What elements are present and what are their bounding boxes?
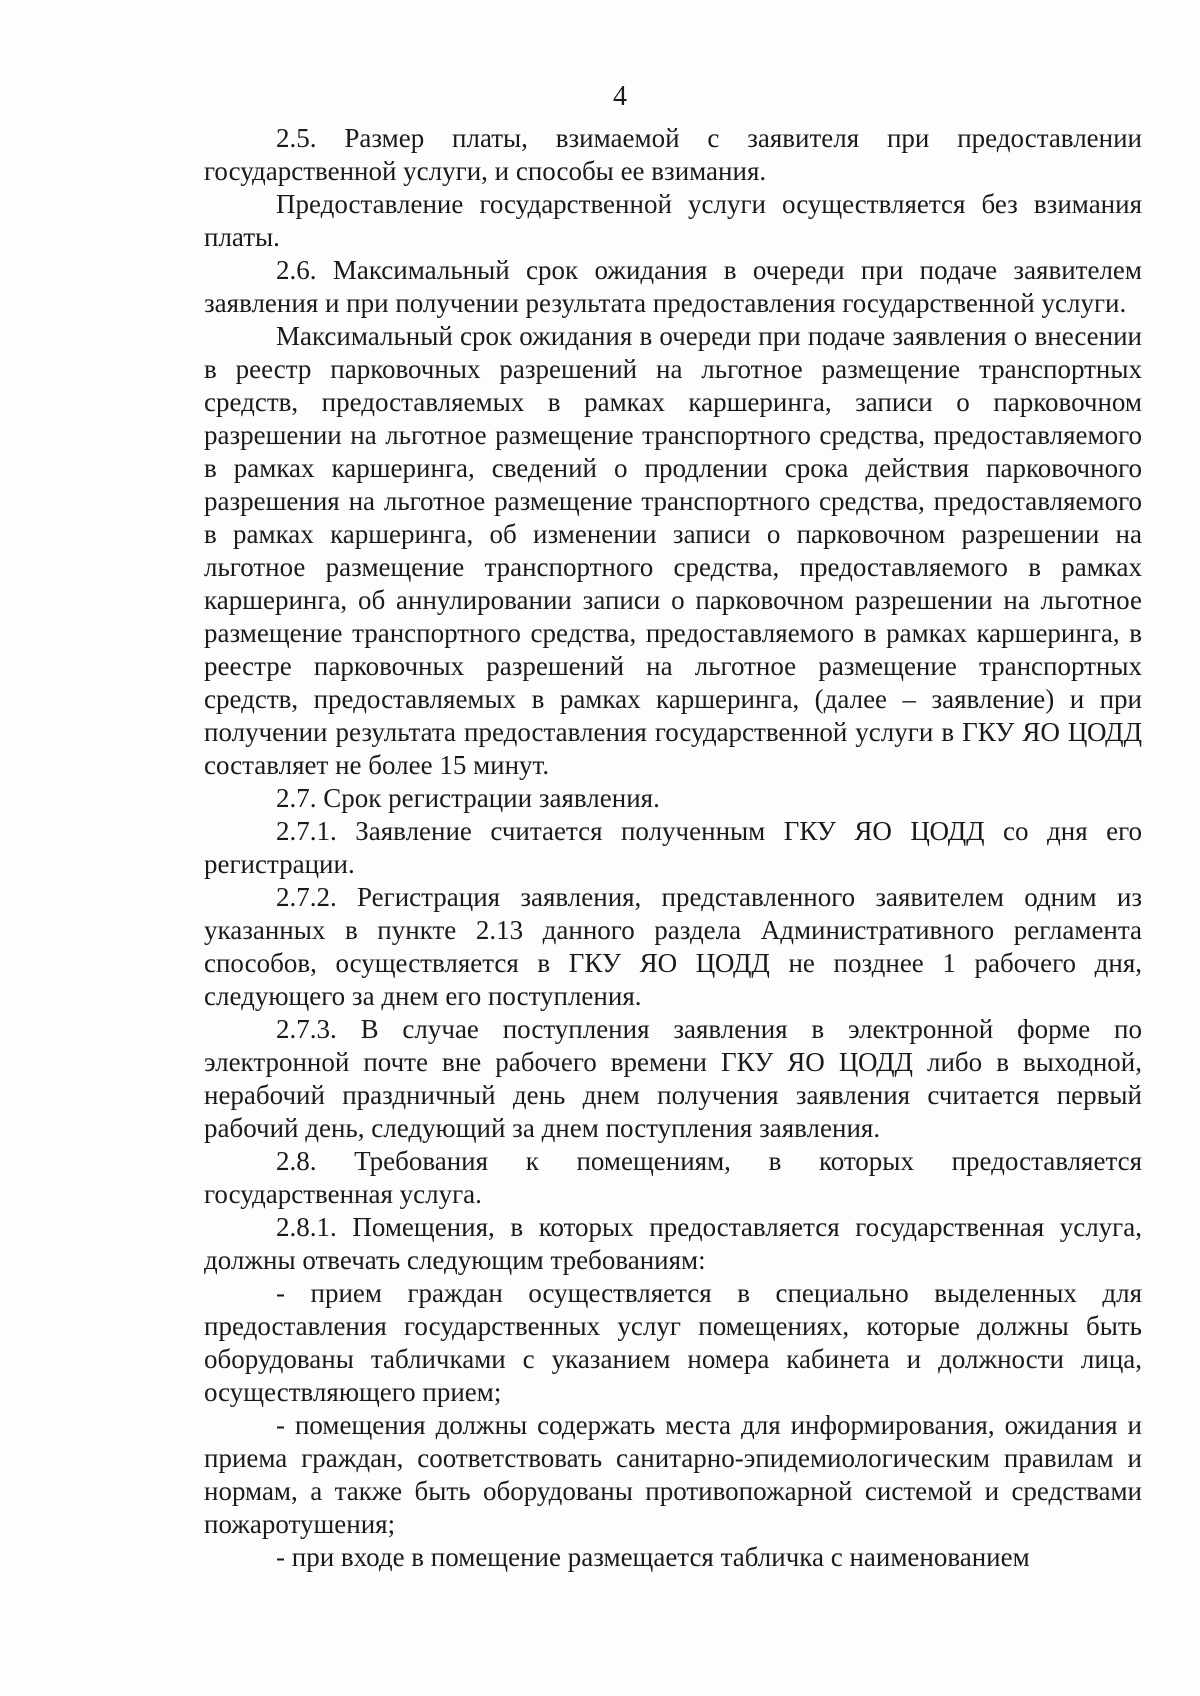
paragraph-2-8: 2.8. Требования к помещениям, в которых предоставляется государственная услуга.	[204, 1146, 1142, 1209]
paragraph-2-7-2: 2.7.2. Регистрация заявления, представленного заявителем одним из указанных в пункте 2.13 данного раздела Административного регламента способов, осуществляется в ГКУ ЯО ЦОДД не позднее 1 рабочего дня, следующего за днем его поступления.	[204, 882, 1142, 1011]
paragraph-2-7-1: 2.7.1. Заявление считается полученным ГКУ ЯО ЦОДД со дня его регистрации.	[204, 816, 1142, 879]
paragraph-2-7-3: 2.7.3. В случае поступления заявления в электронной форме по электронной почте вне рабочего времени ГКУ ЯО ЦОДД либо в выходной, нерабочий праздничный день днем получения заявления считается первый рабочий день, следующий за днем поступления заявления.	[204, 1014, 1142, 1143]
list-item-premises: - помещения должны содержать места для информирования, ожидания и приема граждан, соответствовать санитарно-эпидемиологическим правилам и нормам, а также быть оборудованы противопожарной системой и средствами пожаротушения;	[204, 1410, 1142, 1539]
paragraph-waiting-time: Максимальный срок ожидания в очереди при подаче заявления о внесении в реестр парковочных разрешений на льготное размещение транспортных средств, предоставляемых в рамках каршеринга, записи о парковочном разрешении на льготное размещение транспортного средства, предоставляемого в рамках каршеринга, сведений о продлении срока действия парковочного разрешения на льготное размещение транспортного средства, предоставляемого в рамках каршеринга, об изменении записи о парковочном разрешении на льготное размещение транспортного средства, предоставляемого в рамках каршеринга, об аннулировании записи о парковочном разрешении на льготное размещение транспортного средства, предоставляемого в рамках каршеринга, в реестре парковочных разрешений на льготное размещение транспортных средств, предоставляемых в рамках каршеринга, (далее – заявление) и при получении результата предоставления государственной услуги в ГКУ ЯО ЦОДД составляет не более 15 минут.	[204, 321, 1142, 780]
paragraph-2-8-1: 2.8.1. Помещения, в которых предоставляется государственная услуга, должны отвечать следующим требованиям:	[204, 1212, 1142, 1275]
paragraph-fee: Предоставление государственной услуги осуществляется без взимания платы.	[204, 189, 1142, 252]
paragraph-2-6: 2.6. Максимальный срок ожидания в очереди при подаче заявителем заявления и при получении результата предоставления государственной услуги.	[204, 255, 1142, 318]
paragraph-2-7: 2.7. Срок регистрации заявления.	[276, 783, 660, 813]
paragraph-2-5: 2.5. Размер платы, взимаемой с заявителя при предоставлении государственной услуги, и способы ее взимания.	[204, 123, 1142, 186]
list-item-entrance-sign: - при входе в помещение размещается табличка с наименованием	[276, 1542, 1030, 1572]
document-body	[204, 122, 1142, 1574]
page-number: 4	[613, 81, 627, 112]
list-item-reception: - прием граждан осуществляется в специально выделенных для предоставления государственных услуг помещениях, которые должны быть оборудованы табличками с указанием номера кабинета и должности лица, осуществляющего прием;	[204, 1278, 1142, 1407]
